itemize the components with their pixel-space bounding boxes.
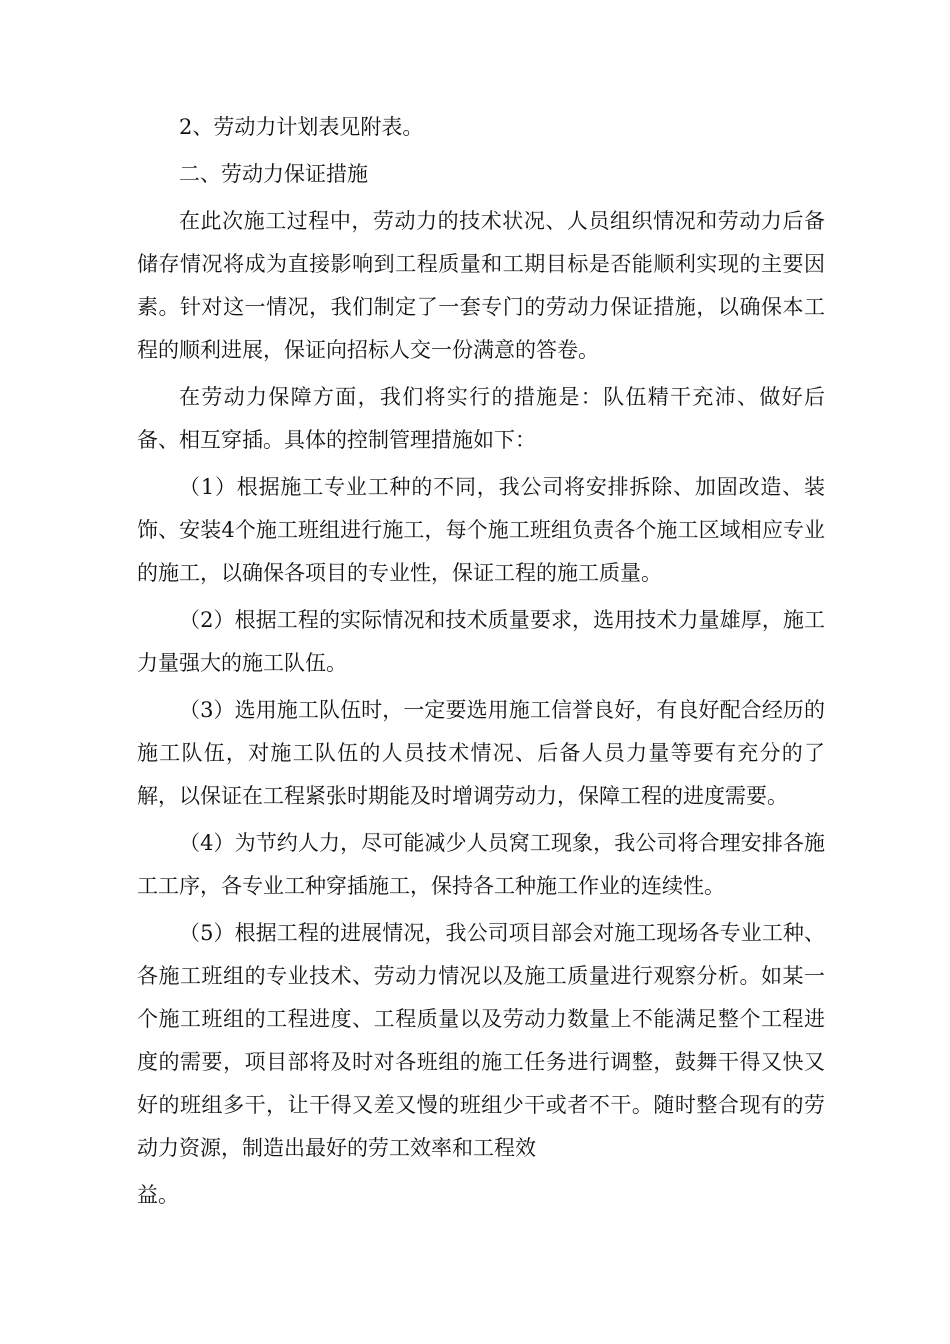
paragraph-intro: 在此次施工过程中，劳动力的技术状况、人员组织情况和劳动力后备储存情况将成为直接影响到工程质量和工期目标是否能顺利实现的主要因素。针对这一情况，我们制定了一套专门的劳动力保证措施，以确保本工程的顺利进展，保证向招标人交一份满意的答卷。: [137, 209, 825, 362]
section-heading-labor-guarantee: 二、劳动力保证措施: [179, 162, 368, 186]
document-body: [137, 106, 825, 1217]
paragraph-measure-5: （5）根据工程的进展情况，我公司项目部会对施工现场各专业工种、各施工班组的专业技术、劳动力情况以及施工质量进行观察分析。如某一个施工班组的工程进度、工程质量以及劳动力数量上不能满足整个工程进度的需要，项目部将及时对各班组的施工任务进行调整，鼓舞干得又快又好的班组多干，让干得又差又慢的班组少干或者不干。随时整合现有的劳动力资源，制造出最好的劳工效率和工程效: [137, 921, 825, 1160]
paragraph-tail: 益。: [137, 1183, 179, 1207]
paragraph-measures-overview: 在劳动力保障方面，我们将实行的措施是：队伍精干充沛、做好后备、相互穿插。具体的控制管理措施如下：: [137, 385, 825, 452]
paragraph-measure-2: （2）根据工程的实际情况和技术质量要求，选用技术力量雄厚，施工力量强大的施工队伍。: [137, 608, 825, 675]
paragraph-labor-plan-reference: 2、劳动力计划表见附表。: [179, 115, 424, 139]
paragraph-measure-3: （3）选用施工队伍时，一定要选用施工信誉良好，有良好配合经历的施工队伍，对施工队伍的人员技术情况、后备人员力量等要有充分的了解，以保证在工程紧张时期能及时增调劳动力，保障工程的进度需要。: [137, 698, 825, 808]
paragraph-measure-4: （4）为节约人力，尽可能减少人员窝工现象，我公司将合理安排各施工工序，各专业工种穿插施工，保持各工种施工作业的连续性。: [137, 831, 825, 898]
paragraph-measure-1: （1）根据施工专业工种的不同，我公司将安排拆除、加固改造、装饰、安装4个施工班组进行施工，每个施工班组负责各个施工区域相应专业的施工，以确保各项目的专业性，保证工程的施工质量。: [137, 475, 825, 585]
